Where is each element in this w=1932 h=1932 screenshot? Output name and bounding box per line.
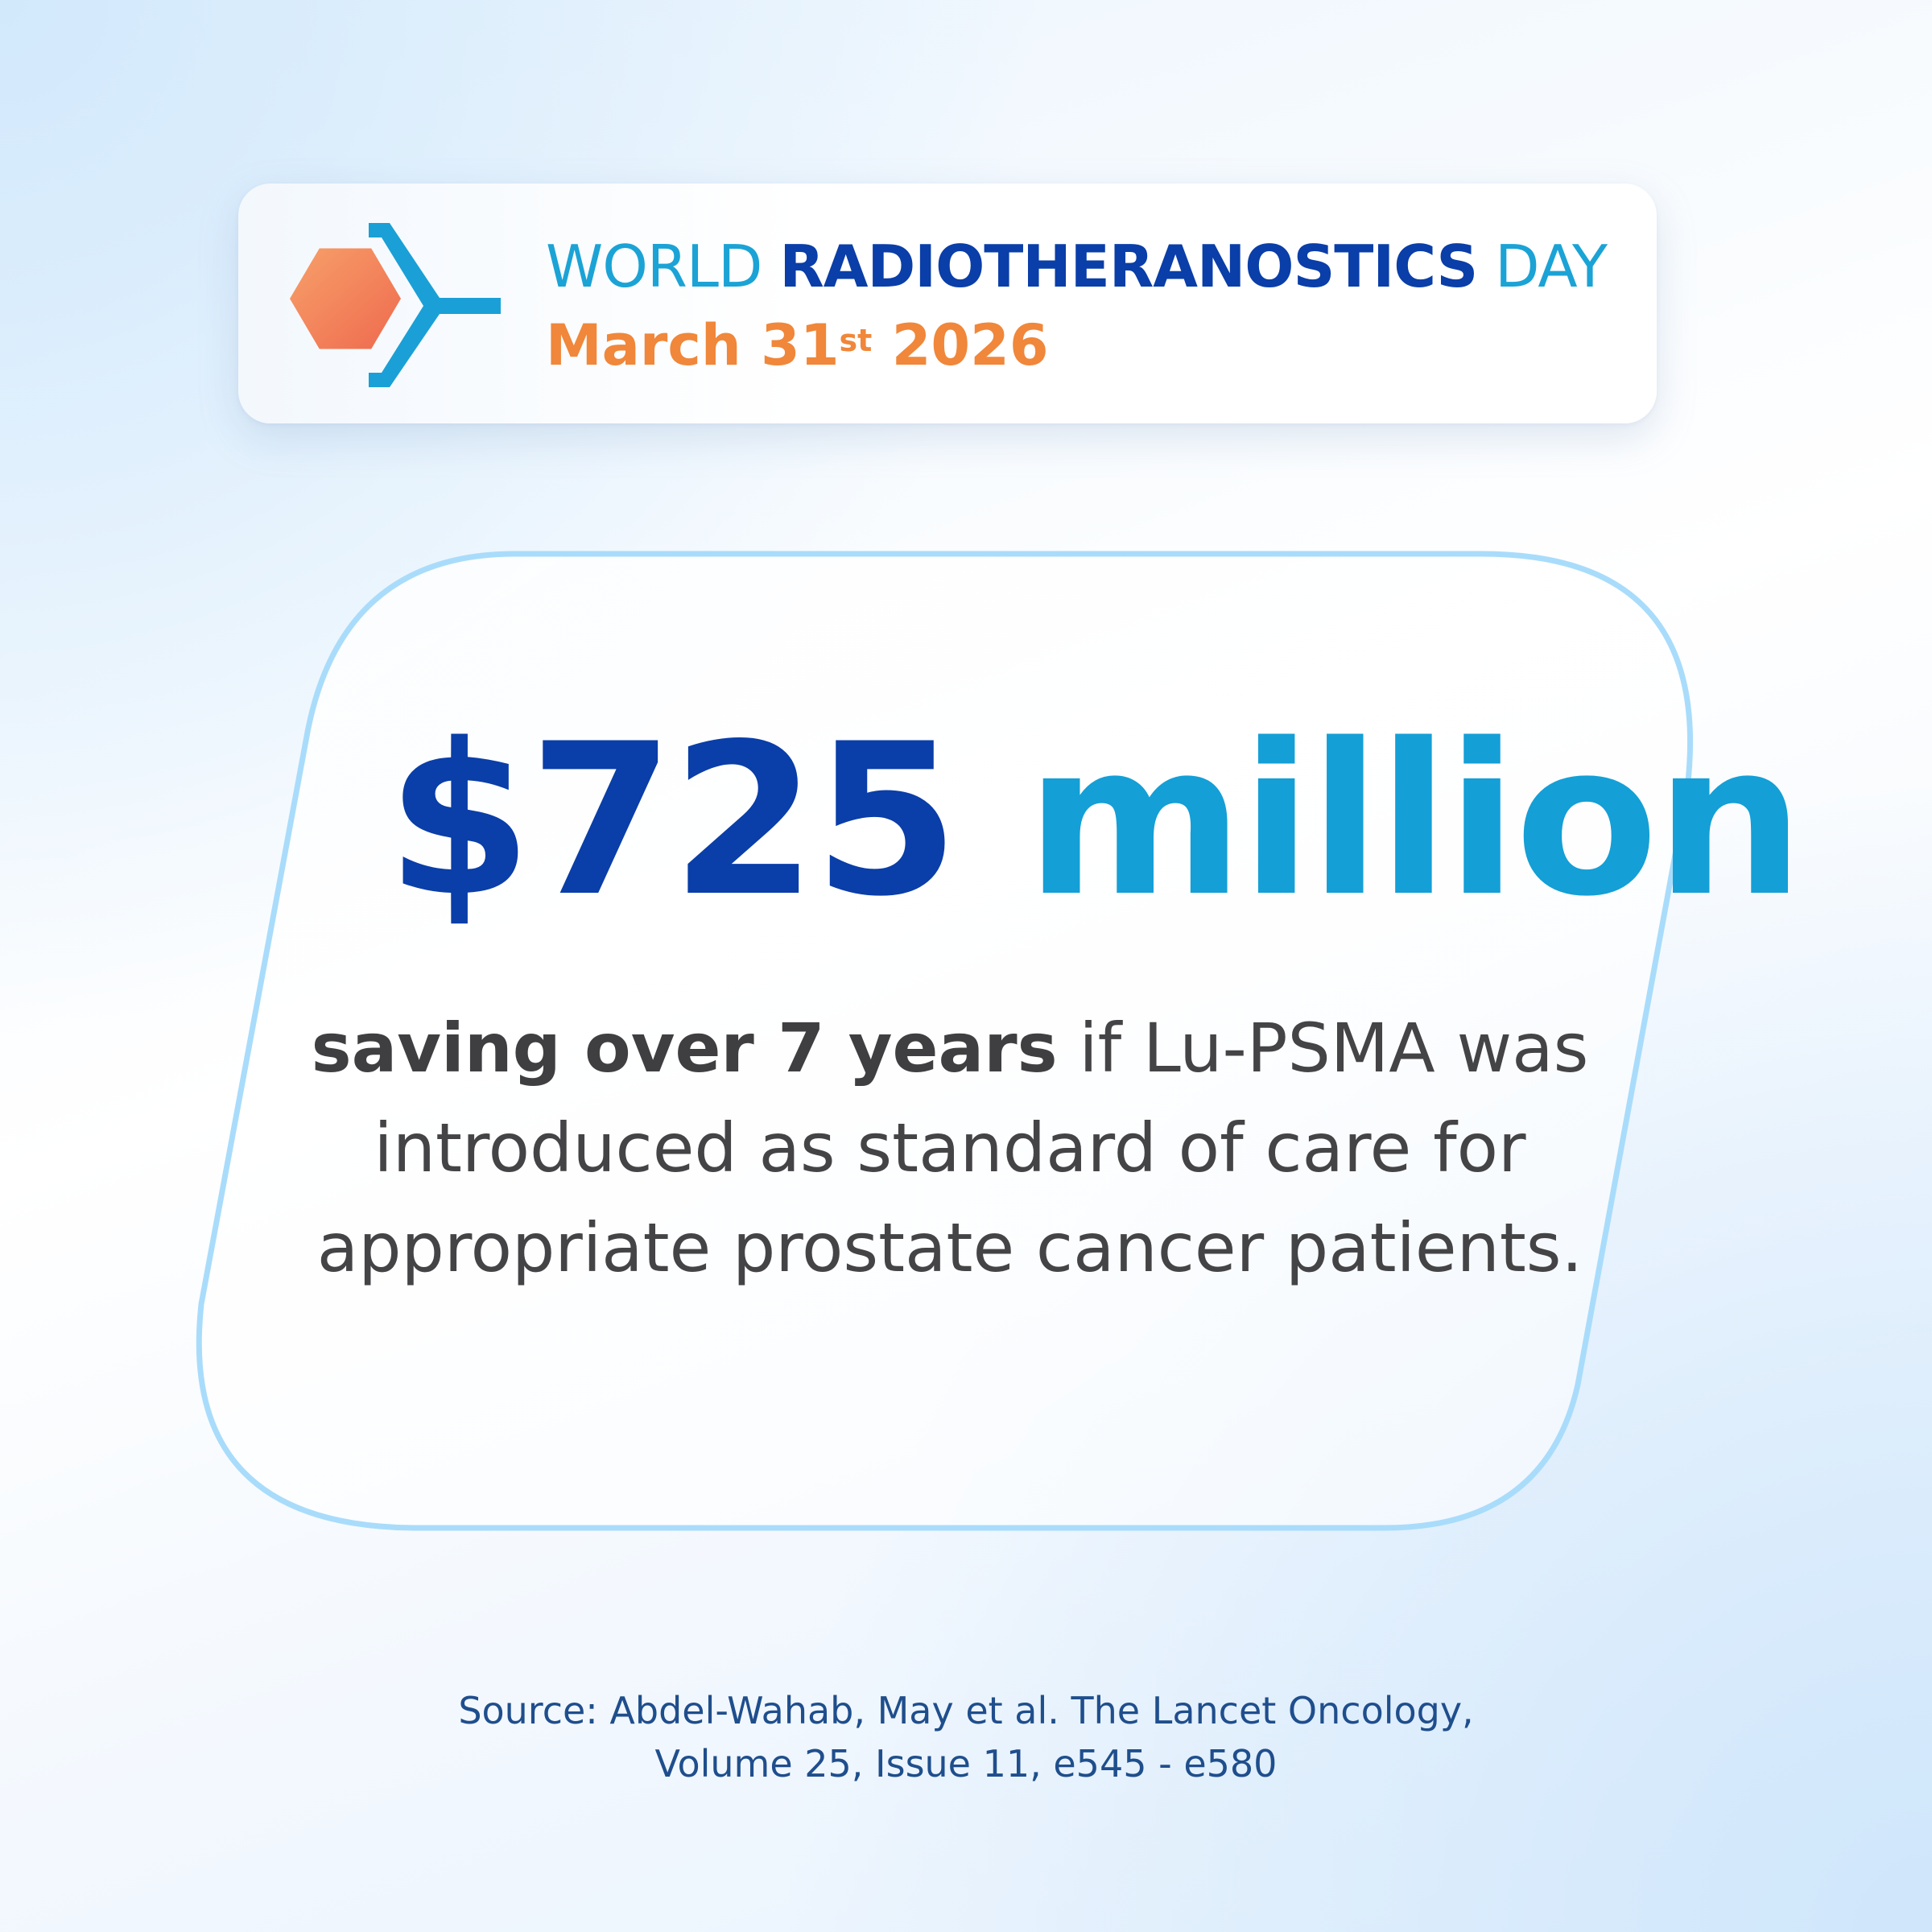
- event-title-prefix: WORLD: [546, 233, 762, 300]
- stat-description-rest: if Lu-PSMA was introduced as standard of care for appropriate prostate cancer patients.: [316, 1009, 1589, 1287]
- stat-description-emphasis: saving over 7 years: [311, 1009, 1058, 1088]
- event-date-ordinal: st: [839, 323, 873, 358]
- stat-description: [306, 998, 1594, 1298]
- source-line-1: Source: Abdel-Wahab, May et al. The Lancet Oncology,: [458, 1689, 1474, 1732]
- header-card: [238, 184, 1657, 423]
- source-citation: [322, 1684, 1610, 1790]
- event-title-suffix: DAY: [1495, 233, 1607, 300]
- event-date-month-day: March 31: [546, 312, 840, 378]
- hexagon-connector-logo-icon: [287, 220, 504, 389]
- event-title: [546, 230, 1641, 303]
- stat-unit: million: [1026, 700, 1802, 943]
- source-line-2: Volume 25, Issue 11, e545 - e580: [654, 1742, 1278, 1785]
- event-date-year: 2026: [891, 312, 1049, 378]
- event-title-main: RADIOTHERANOSTICS: [779, 233, 1478, 300]
- stat-amount: $725: [386, 700, 956, 943]
- header-text: [546, 230, 1641, 380]
- event-date: [546, 311, 1641, 380]
- stat-headline: [386, 700, 1802, 943]
